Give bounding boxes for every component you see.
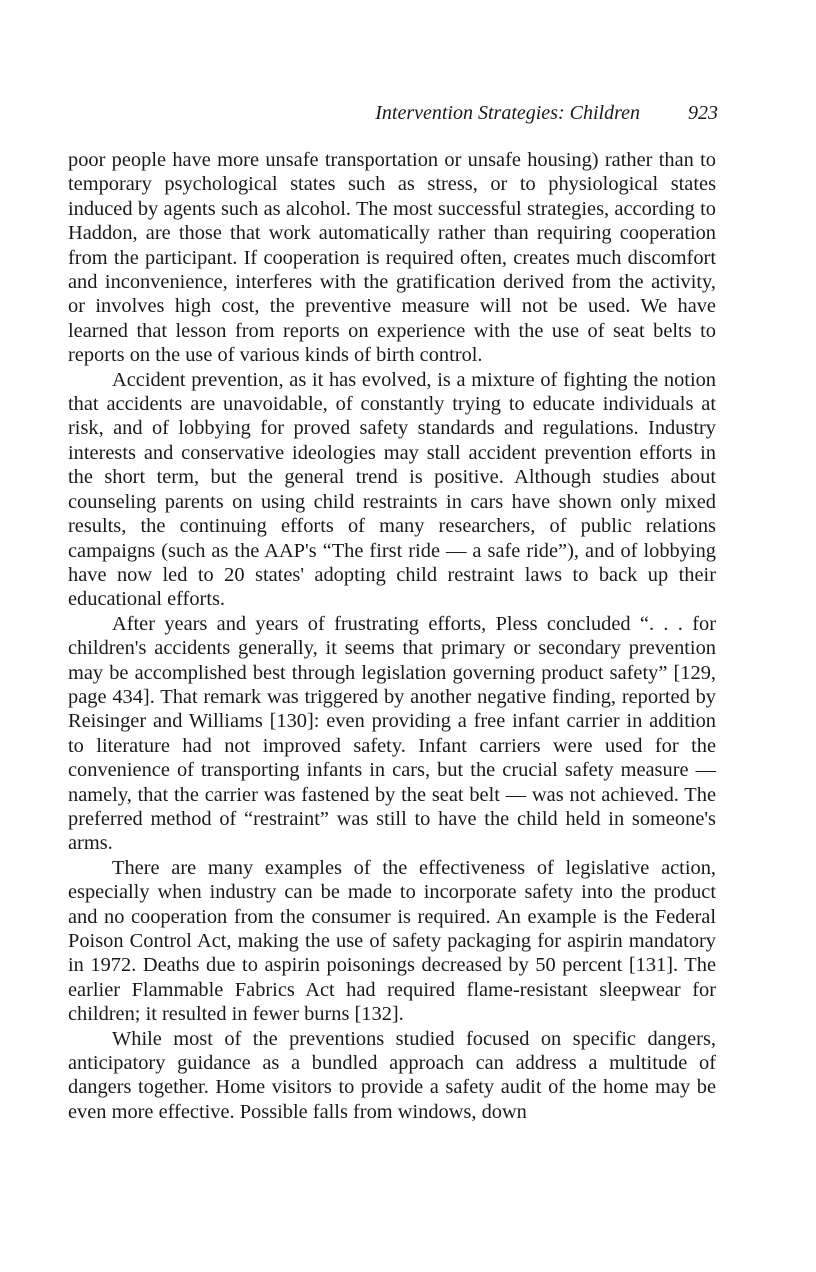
paragraph-anticipatory-guidance: While most of the preventions studied focused on specific dangers, anticipatory guidance as a bundled approach can address a multitude of dangers together. Home visitors to provide a safety audit of the home may be even more effective. Possible falls from windows, down <box>68 1027 716 1123</box>
page-number: 923 <box>688 102 718 124</box>
paragraph-legislative-action: There are many examples of the effectiveness of legislative action, especially when industry can be made to incorporate safety into the product and no cooperation from the consumer is required. An example is the Federal Poison Control Act, making the use of safety packaging for aspirin mandatory in 1972. Deaths due to aspirin poisonings decreased by 50 percent [131]. The earlier Flammable Fabrics Act had required flame-resistant sleepwear for children; it resulted in fewer burns [132]. <box>68 856 716 1026</box>
body-text <box>68 148 716 1124</box>
paragraph-pless-conclusion: After years and years of frustrating efforts, Pless concluded “. . . for children's accidents generally, it seems that primary or secondary prevention may be accomplished best through legislation governing product safety” [129, page 434]. That remark was triggered by another negative finding, reported by Reisinger and Williams [130]: even providing a free infant carrier in addition to literature had not improved safety. Infant carriers were used for the convenience of transporting infants in cars, but the crucial safety measure — namely, that the carrier was fastened by the seat belt — was not achieved. The preferred method of “restraint” was still to have the child held in someone's arms. <box>68 612 716 855</box>
paragraph-continued: poor people have more unsafe transportation or unsafe housing) rather than to temporary psychological states such as stress, or to physiological states induced by agents such as alcohol. The most successful strategies, according to Haddon, are those that work automatically rather than requiring cooperation from the participant. If cooperation is required often, creates much discomfort and inconvenience, interferes with the gratification derived from the activity, or involves high cost, the preventive measure will not be used. We have learned that lesson from reports on experience with the use of seat belts to reports on the use of various kinds of birth control. <box>68 149 716 367</box>
running-head-title: Intervention Strategies: Children <box>375 102 640 124</box>
paragraph-accident-prevention: Accident prevention, as it has evolved, is a mixture of fighting the notion that accidents are unavoidable, of constantly trying to educate individuals at risk, and of lobbying for proved safety standards and regulations. Industry interests and conservative ideologies may stall accident prevention efforts in the short term, but the general trend is positive. Although studies about counseling parents on using child restraints in cars have shown only mixed results, the continuing efforts of many researchers, of public relations campaigns (such as the AAP's “The first ride — a safe ride”), and of lobbying have now led to 20 states' adopting child restraint laws to back up their educational efforts. <box>68 368 716 611</box>
running-head <box>0 100 718 126</box>
